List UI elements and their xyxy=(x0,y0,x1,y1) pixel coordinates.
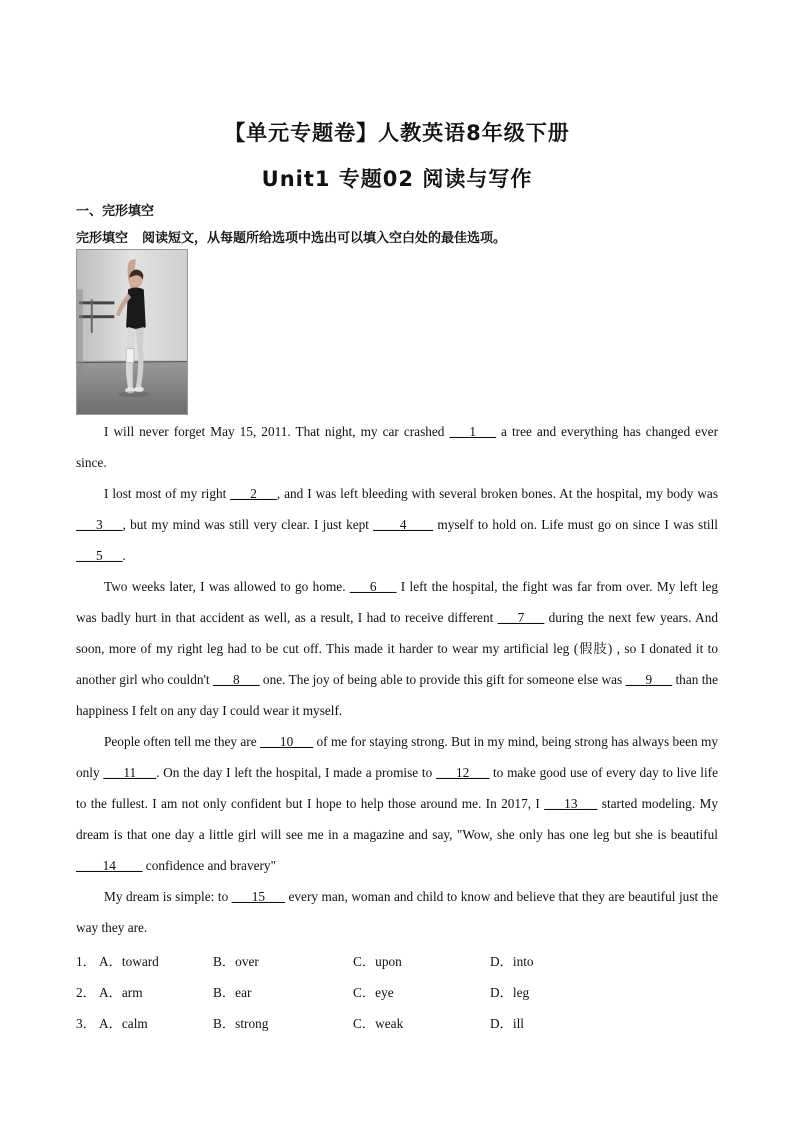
blank-3: ___3___ xyxy=(76,517,123,532)
question-row xyxy=(76,946,718,977)
option-d: D．ill xyxy=(490,1016,524,1031)
blank-6: ___6___ xyxy=(349,579,397,594)
blank-4: ____4____ xyxy=(373,517,434,532)
passage-paragraph: I will never forget May 15, 2011. That night, my car crashed ___1___ a tree and everything has changed ever since. xyxy=(76,424,718,470)
document-title: 【单元专题卷】人教英语8年级下册 xyxy=(224,121,570,145)
question-number: 3． xyxy=(76,1016,96,1031)
blank-15: ___15___ xyxy=(231,889,285,904)
blank-12: ___12___ xyxy=(436,765,490,780)
blank-9: ___9___ xyxy=(625,672,673,687)
passage-paragraph: People often tell me they are ___10___ of me for staying strong. But in my mind, being strong has always been my only ___11___. On the day I left the hospital, I made a promise to ___12___ to make good use of every day to live life to the fullest. I am not only confident but I hope to help those around me. In 2017, I ___13___ started modeling. My dream is that one day a little girl will see me in a magazine and say, "Wow, she only has one leg but she is beautiful ____14____ confidence and bravery" xyxy=(76,734,718,873)
ballet-dancer-photo xyxy=(76,249,188,415)
reading-passage xyxy=(76,416,718,943)
option-c: C．eye xyxy=(353,985,394,1000)
blank-14: ____14____ xyxy=(76,858,143,873)
question-row xyxy=(76,977,718,1008)
option-b: B．ear xyxy=(213,985,252,1000)
option-a: A．toward xyxy=(99,954,159,969)
option-b: B．over xyxy=(213,954,259,969)
blank-8: ___8___ xyxy=(213,672,260,687)
blank-5: ___5___ xyxy=(76,548,123,563)
instruction-text: 阅读短文，从每题所给选项中选出可以填入空白处的最佳选项。 xyxy=(142,231,507,246)
answer-options xyxy=(76,946,718,1039)
question-row xyxy=(76,1008,718,1039)
option-a: A．arm xyxy=(99,985,143,1000)
blank-11: ___11___ xyxy=(103,765,157,780)
question-number: 1． xyxy=(76,954,96,969)
option-d: D．leg xyxy=(490,985,530,1000)
document-subtitle: Unit1 专题02 阅读与写作 xyxy=(261,167,533,191)
passage-paragraph: I lost most of my right ___2___, and I was left bleeding with several broken bones. At the hospital, my body was ___3___, but my mind was still very clear. I just kept ____4____ myself to hold on. Life must go on since I was still ___5___. xyxy=(76,486,718,563)
section-heading: 一、完形填空 xyxy=(76,204,155,219)
option-d: D．into xyxy=(490,954,534,969)
blank-2: ___2___ xyxy=(230,486,277,501)
instruction-label: 完形填空 xyxy=(76,231,129,246)
blank-10: ___10___ xyxy=(259,734,314,749)
option-c: C．weak xyxy=(353,1016,404,1031)
option-a: A．calm xyxy=(99,1016,148,1031)
instruction-line xyxy=(76,227,506,246)
option-c: C．upon xyxy=(353,954,402,969)
passage-paragraph: My dream is simple: to ___15___ every man, woman and child to know and believe that they are beautiful just the way they are. xyxy=(76,889,718,935)
blank-1: ___1___ xyxy=(449,424,497,439)
passage-paragraph: Two weeks later, I was allowed to go home. ___6___ I left the hospital, the fight was far from over. My left leg was badly hurt in that accident as well, as a result, I had to receive different ___7___ during the next few years. And soon, more of my right leg had to be cut off. This made it harder to wear my artificial leg (假肢) , so I donated it to another girl who couldn't ___8___ one. The joy of being able to provide this gift for someone else was ___9___ than the happiness I felt on any day I could wear it myself. xyxy=(76,579,719,718)
option-b: B．strong xyxy=(213,1016,269,1031)
blank-13: ___13___ xyxy=(544,796,598,811)
blank-7: ___7___ xyxy=(497,610,545,625)
question-number: 2． xyxy=(76,985,96,1000)
